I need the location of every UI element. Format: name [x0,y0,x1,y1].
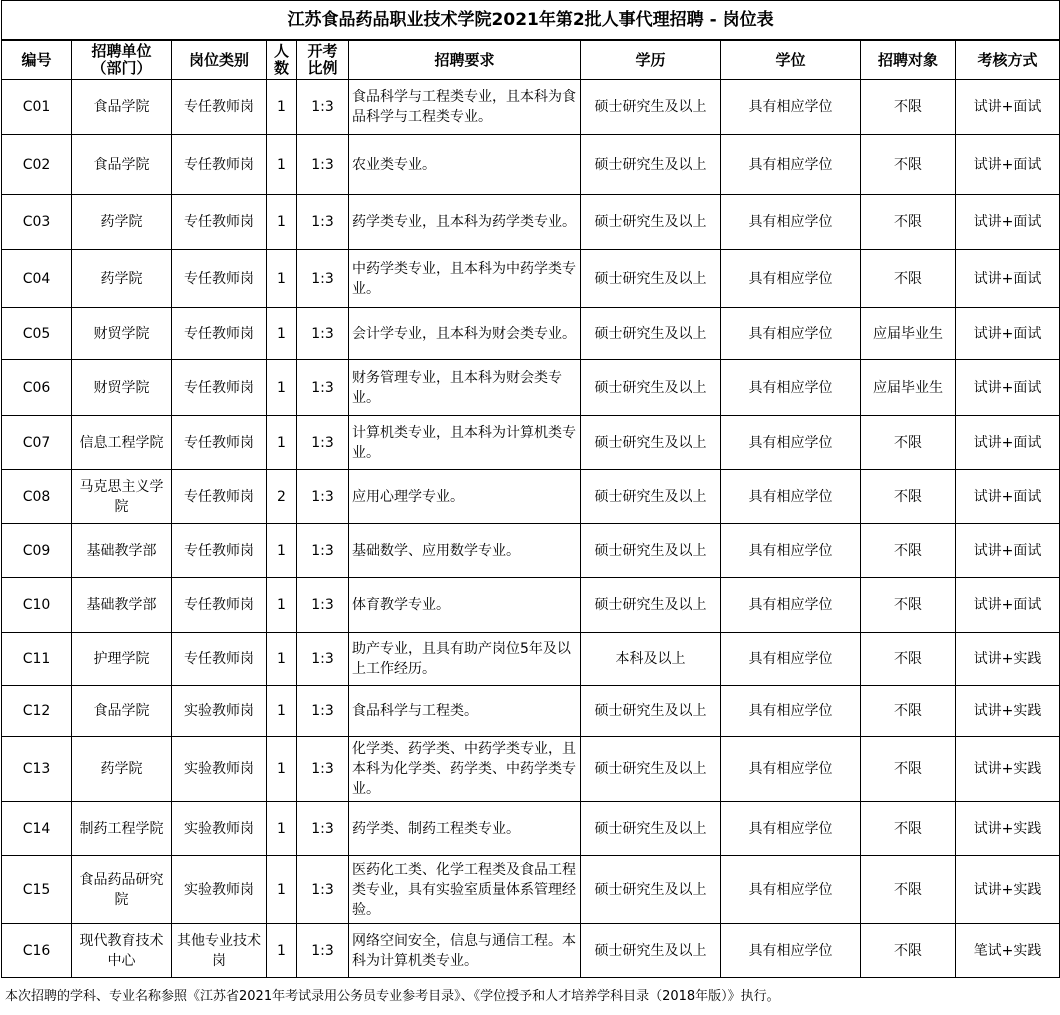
cell-unit: 现代教育技术中心 [72,924,172,978]
cell-code: C03 [2,195,72,250]
cell-requirement: 化学类、药学类、中药学类专业，且本科为化学类、药学类、中药学类专业。 [349,737,581,802]
cell-count: 1 [267,195,297,250]
cell-count: 1 [267,250,297,308]
cell-category: 专任教师岗 [172,360,267,416]
cell-unit: 食品学院 [72,80,172,135]
cell-target: 不限 [861,686,956,737]
table-row [2,470,1060,524]
cell-education: 本科及以上 [581,633,721,686]
header-degree: 学位 [721,40,861,80]
cell-education: 硕士研究生及以上 [581,686,721,737]
cell-category: 专任教师岗 [172,195,267,250]
cell-code: C04 [2,250,72,308]
header-code: 编号 [2,40,72,80]
cell-count: 1 [267,686,297,737]
cell-ratio: 1:3 [297,416,349,470]
table-row [2,737,1060,802]
cell-degree: 具有相应学位 [721,135,861,195]
cell-ratio: 1:3 [297,856,349,924]
cell-requirement: 计算机类专业，且本科为计算机类专业。 [349,416,581,470]
cell-requirement: 农业类专业。 [349,135,581,195]
cell-assessment: 试讲+面试 [956,416,1060,470]
cell-code: C12 [2,686,72,737]
cell-category: 实验教师岗 [172,737,267,802]
cell-count: 1 [267,416,297,470]
cell-education: 硕士研究生及以上 [581,578,721,633]
cell-education: 硕士研究生及以上 [581,250,721,308]
table-row [2,416,1060,470]
cell-code: C16 [2,924,72,978]
cell-count: 1 [267,802,297,856]
cell-target: 不限 [861,250,956,308]
cell-code: C13 [2,737,72,802]
table-row [2,135,1060,195]
footnote: 本次招聘的学科、专业名称参照《江苏省2021年考试录用公务员专业参考目录》、《学位授予和人才培养学科目录（2018年版）》执行。 [5,989,780,1004]
cell-assessment: 试讲+面试 [956,80,1060,135]
cell-count: 1 [267,578,297,633]
table-row [2,308,1060,360]
cell-education: 硕士研究生及以上 [581,80,721,135]
cell-requirement: 食品科学与工程类。 [349,686,581,737]
cell-count: 1 [267,80,297,135]
cell-unit: 药学院 [72,737,172,802]
cell-degree: 具有相应学位 [721,524,861,578]
cell-degree: 具有相应学位 [721,195,861,250]
cell-target: 不限 [861,524,956,578]
cell-education: 硕士研究生及以上 [581,737,721,802]
header-education: 学历 [581,40,721,80]
table-row [2,80,1060,135]
cell-category: 专任教师岗 [172,470,267,524]
cell-ratio: 1:3 [297,195,349,250]
cell-category: 其他专业技术岗 [172,924,267,978]
cell-requirement: 体育教学专业。 [349,578,581,633]
cell-target: 不限 [861,737,956,802]
cell-category: 实验教师岗 [172,802,267,856]
cell-target: 不限 [861,856,956,924]
cell-ratio: 1:3 [297,686,349,737]
table-row [2,924,1060,978]
table-row [2,524,1060,578]
cell-ratio: 1:3 [297,633,349,686]
cell-assessment: 试讲+实践 [956,633,1060,686]
cell-education: 硕士研究生及以上 [581,195,721,250]
cell-assessment: 试讲+实践 [956,856,1060,924]
cell-code: C14 [2,802,72,856]
cell-category: 专任教师岗 [172,416,267,470]
cell-target: 不限 [861,578,956,633]
cell-ratio: 1:3 [297,470,349,524]
cell-target: 不限 [861,135,956,195]
cell-degree: 具有相应学位 [721,737,861,802]
cell-code: C15 [2,856,72,924]
cell-requirement: 药学类、制药工程类专业。 [349,802,581,856]
cell-ratio: 1:3 [297,80,349,135]
table-row [2,195,1060,250]
cell-requirement: 医药化工类、化学工程类及食品工程类专业，具有实验室质量体系管理经验。 [349,856,581,924]
cell-ratio: 1:3 [297,308,349,360]
cell-target: 不限 [861,80,956,135]
cell-ratio: 1:3 [297,250,349,308]
cell-category: 实验教师岗 [172,686,267,737]
cell-category: 专任教师岗 [172,80,267,135]
cell-unit: 基础教学部 [72,524,172,578]
cell-degree: 具有相应学位 [721,416,861,470]
table-row [2,633,1060,686]
cell-degree: 具有相应学位 [721,856,861,924]
cell-requirement: 会计学专业，且本科为财会类专业。 [349,308,581,360]
cell-target: 不限 [861,924,956,978]
cell-degree: 具有相应学位 [721,802,861,856]
cell-ratio: 1:3 [297,360,349,416]
cell-education: 硕士研究生及以上 [581,135,721,195]
header-target: 招聘对象 [861,40,956,80]
cell-count: 1 [267,135,297,195]
header-count: 人 数 [267,40,297,80]
cell-target: 应届毕业生 [861,360,956,416]
cell-degree: 具有相应学位 [721,578,861,633]
cell-unit: 基础教学部 [72,578,172,633]
cell-count: 1 [267,737,297,802]
cell-target: 不限 [861,633,956,686]
cell-requirement: 中药学类专业，且本科为中药学类专业。 [349,250,581,308]
table-row [2,856,1060,924]
cell-target: 应届毕业生 [861,308,956,360]
cell-requirement: 助产专业，且具有助产岗位5年及以上工作经历。 [349,633,581,686]
cell-count: 1 [267,924,297,978]
cell-unit: 财贸学院 [72,360,172,416]
cell-assessment: 试讲+面试 [956,524,1060,578]
cell-ratio: 1:3 [297,135,349,195]
table-row [2,686,1060,737]
job-table-sheet [1,0,1059,1006]
table-row [2,802,1060,856]
cell-unit: 药学院 [72,250,172,308]
job-table [1,0,1060,978]
cell-count: 1 [267,633,297,686]
cell-assessment: 试讲+面试 [956,308,1060,360]
cell-count: 1 [267,856,297,924]
cell-degree: 具有相应学位 [721,686,861,737]
cell-degree: 具有相应学位 [721,80,861,135]
cell-unit: 马克思主义学院 [72,470,172,524]
cell-education: 硕士研究生及以上 [581,308,721,360]
cell-unit: 护理学院 [72,633,172,686]
cell-count: 2 [267,470,297,524]
cell-requirement: 财务管理专业，且本科为财会类专业。 [349,360,581,416]
cell-category: 专任教师岗 [172,524,267,578]
cell-code: C09 [2,524,72,578]
cell-assessment: 试讲+面试 [956,135,1060,195]
cell-requirement: 网络空间安全，信息与通信工程。本科为计算机类专业。 [349,924,581,978]
cell-count: 1 [267,360,297,416]
cell-ratio: 1:3 [297,524,349,578]
cell-code: C11 [2,633,72,686]
cell-unit: 食品药品研究院 [72,856,172,924]
header-row [2,40,1060,80]
cell-requirement: 基础数学、应用数学专业。 [349,524,581,578]
cell-assessment: 试讲+实践 [956,802,1060,856]
cell-code: C07 [2,416,72,470]
cell-code: C02 [2,135,72,195]
cell-education: 硕士研究生及以上 [581,524,721,578]
cell-assessment: 试讲+面试 [956,470,1060,524]
cell-unit: 财贸学院 [72,308,172,360]
cell-education: 硕士研究生及以上 [581,802,721,856]
cell-assessment: 试讲+面试 [956,360,1060,416]
cell-unit: 食品学院 [72,686,172,737]
cell-code: C05 [2,308,72,360]
cell-degree: 具有相应学位 [721,308,861,360]
cell-degree: 具有相应学位 [721,633,861,686]
cell-target: 不限 [861,416,956,470]
cell-unit: 食品学院 [72,135,172,195]
cell-assessment: 试讲+面试 [956,578,1060,633]
cell-requirement: 食品科学与工程类专业，且本科为食品科学与工程类专业。 [349,80,581,135]
table-row [2,250,1060,308]
cell-degree: 具有相应学位 [721,360,861,416]
cell-education: 硕士研究生及以上 [581,416,721,470]
cell-ratio: 1:3 [297,578,349,633]
cell-category: 专任教师岗 [172,308,267,360]
cell-count: 1 [267,308,297,360]
cell-unit: 信息工程学院 [72,416,172,470]
cell-target: 不限 [861,802,956,856]
cell-assessment: 试讲+实践 [956,686,1060,737]
header-unit: 招聘单位 （部门） [72,40,172,80]
header-assessment: 考核方式 [956,40,1060,80]
table-row [2,578,1060,633]
cell-target: 不限 [861,195,956,250]
cell-education: 硕士研究生及以上 [581,360,721,416]
cell-degree: 具有相应学位 [721,470,861,524]
cell-assessment: 试讲+实践 [956,737,1060,802]
cell-education: 硕士研究生及以上 [581,856,721,924]
cell-category: 专任教师岗 [172,250,267,308]
cell-unit: 药学院 [72,195,172,250]
cell-ratio: 1:3 [297,802,349,856]
cell-assessment: 试讲+面试 [956,250,1060,308]
page-title: 江苏食品药品职业技术学院2021年第2批人事代理招聘 - 岗位表 [2,1,1060,41]
cell-unit: 制药工程学院 [72,802,172,856]
cell-code: C06 [2,360,72,416]
cell-assessment: 笔试+实践 [956,924,1060,978]
cell-requirement: 药学类专业，且本科为药学类专业。 [349,195,581,250]
header-requirement: 招聘要求 [349,40,581,80]
cell-requirement: 应用心理学专业。 [349,470,581,524]
header-ratio: 开考 比例 [297,40,349,80]
cell-code: C01 [2,80,72,135]
header-category: 岗位类别 [172,40,267,80]
cell-education: 硕士研究生及以上 [581,924,721,978]
table-row [2,360,1060,416]
cell-category: 专任教师岗 [172,578,267,633]
cell-category: 实验教师岗 [172,856,267,924]
cell-degree: 具有相应学位 [721,250,861,308]
cell-category: 专任教师岗 [172,135,267,195]
cell-code: C10 [2,578,72,633]
cell-education: 硕士研究生及以上 [581,470,721,524]
cell-ratio: 1:3 [297,737,349,802]
cell-count: 1 [267,524,297,578]
cell-target: 不限 [861,470,956,524]
cell-degree: 具有相应学位 [721,924,861,978]
cell-category: 专任教师岗 [172,633,267,686]
cell-ratio: 1:3 [297,924,349,978]
cell-assessment: 试讲+面试 [956,195,1060,250]
cell-code: C08 [2,470,72,524]
